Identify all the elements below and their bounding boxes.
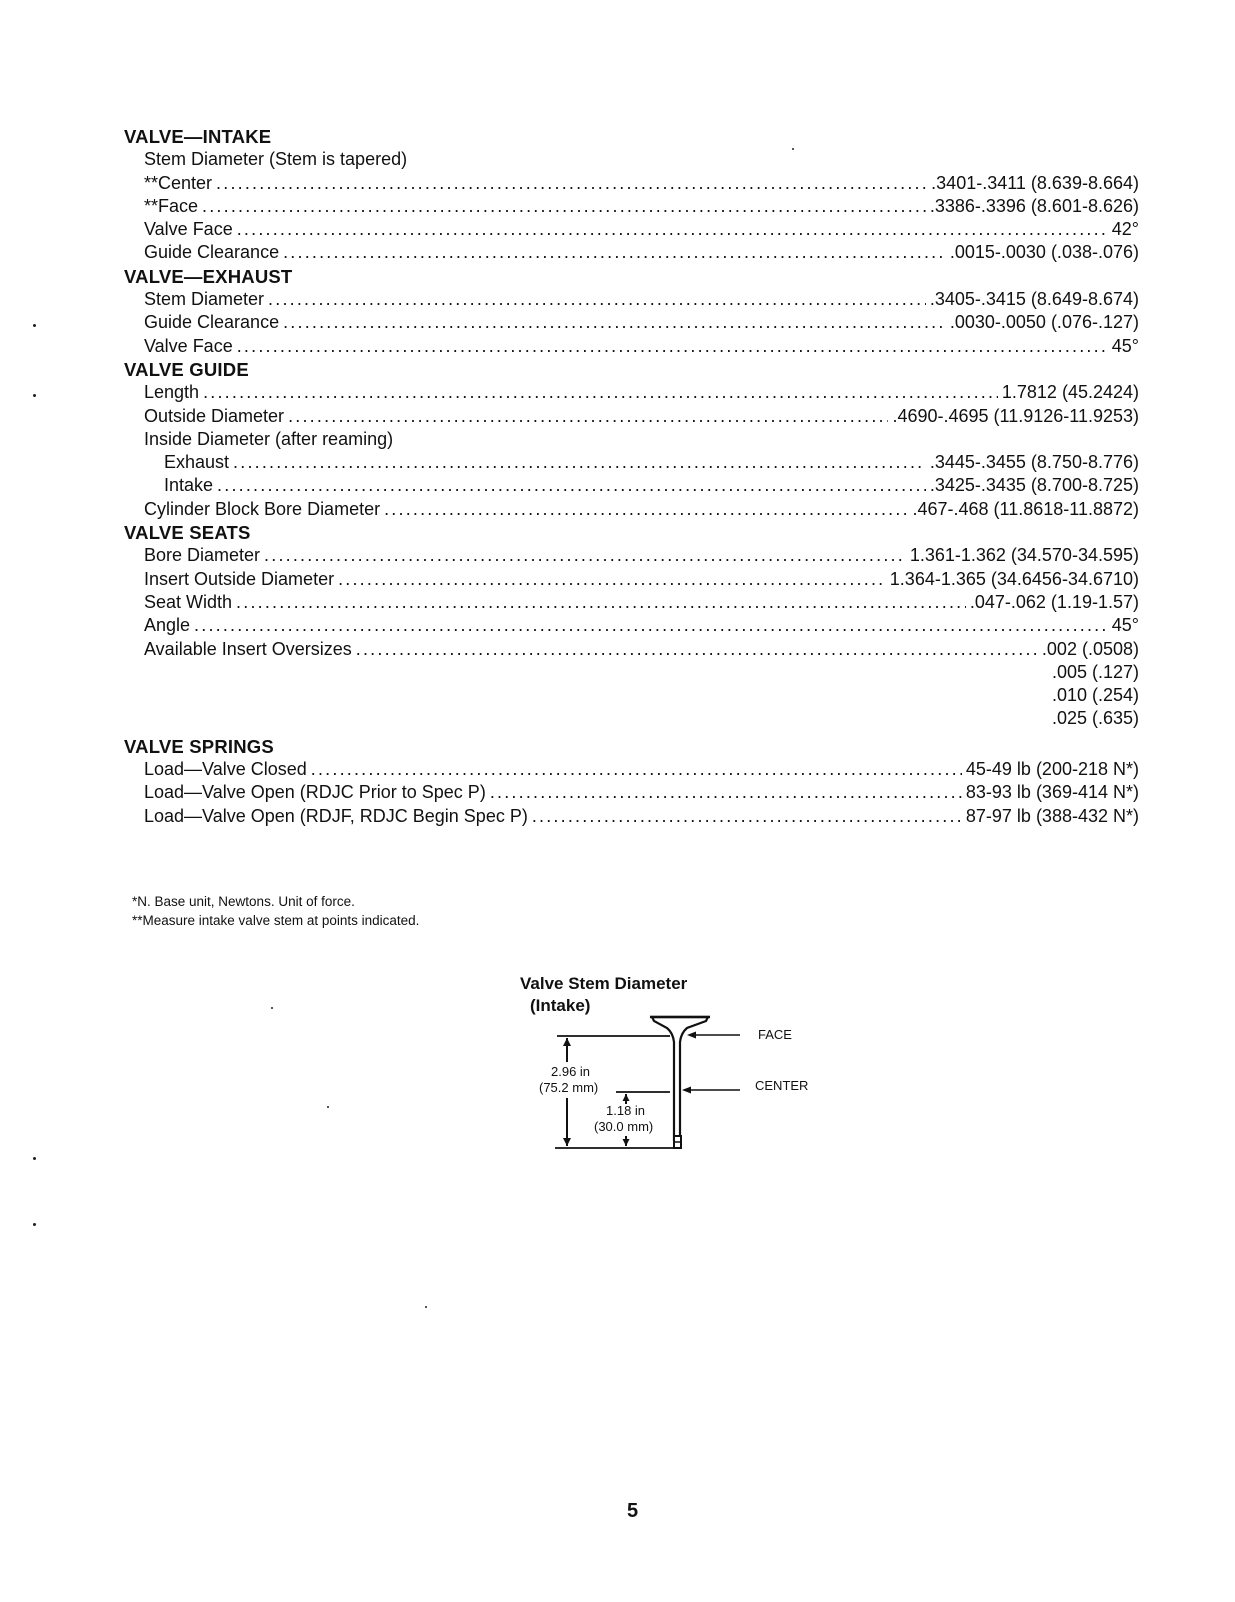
dot-leader bbox=[236, 591, 966, 614]
section-heading: VALVE GUIDE bbox=[124, 358, 249, 380]
diagram-title-line1: Valve Stem Diameter bbox=[520, 974, 688, 993]
section-heading: VALVE SPRINGS bbox=[124, 735, 274, 757]
dot-leader bbox=[311, 758, 962, 781]
spec-label: Stem Diameter bbox=[144, 289, 265, 310]
spec-value: .467-.468 (11.8618-11.8872) bbox=[912, 498, 1139, 519]
spec-value: .002 (.0508) bbox=[1041, 638, 1139, 659]
dot-leader bbox=[490, 781, 962, 804]
dot-leader bbox=[217, 474, 926, 497]
spec-label: Load—Valve Open (RDJC Prior to Spec P) bbox=[144, 782, 486, 803]
diagram-title-line2: (Intake) bbox=[530, 996, 591, 1015]
spec-row bbox=[124, 568, 1139, 591]
spec-label: Guide Clearance bbox=[144, 312, 280, 333]
scan-speck bbox=[33, 1157, 36, 1160]
dot-leader bbox=[283, 311, 946, 334]
spec-row bbox=[124, 758, 1139, 781]
dot-leader bbox=[264, 544, 906, 567]
spec-row bbox=[124, 335, 1139, 358]
center-arrow-head bbox=[682, 1087, 691, 1094]
spec-value: 45-49 lb (200-218 N*) bbox=[965, 759, 1139, 780]
diagram-title bbox=[520, 973, 687, 1017]
spec-value: .0015-.0030 (.038-.076) bbox=[949, 242, 1139, 263]
spec-value: .4690-.4695 (11.9126-11.9253) bbox=[892, 405, 1139, 426]
spec-label: Exhaust bbox=[164, 452, 230, 473]
footnote-newtons: *N. Base unit, Newtons. Unit of force. bbox=[132, 894, 355, 909]
dot-leader bbox=[216, 172, 927, 195]
spec-value-extra: .005 (.127) bbox=[1051, 661, 1139, 682]
spec-label: Outside Diameter bbox=[144, 405, 285, 426]
spec-row bbox=[124, 638, 1139, 661]
spec-label: Insert Outside Diameter bbox=[144, 568, 335, 589]
scan-speck bbox=[327, 1106, 329, 1108]
dot-leader bbox=[338, 568, 886, 591]
spec-row bbox=[124, 451, 1139, 474]
footnote-measure: **Measure intake valve stem at points indicated. bbox=[132, 913, 420, 928]
valve-stem-diagram bbox=[520, 1012, 840, 1157]
spec-value: .3445-.3455 (8.750-8.776) bbox=[929, 452, 1139, 473]
spec-row bbox=[124, 381, 1139, 404]
dim-center-in: 1.18 in bbox=[606, 1103, 646, 1118]
dot-leader bbox=[384, 498, 908, 521]
center-label: CENTER bbox=[755, 1078, 809, 1093]
footnotes bbox=[132, 892, 419, 930]
spec-row bbox=[124, 474, 1139, 497]
spec-label: Seat Width bbox=[144, 591, 233, 612]
scan-speck bbox=[792, 148, 794, 150]
spec-row bbox=[124, 288, 1139, 311]
spec-row bbox=[124, 148, 1139, 171]
spec-value: .3401-.3411 (8.639-8.664) bbox=[931, 172, 1139, 193]
spec-row bbox=[124, 172, 1139, 195]
scan-speck bbox=[33, 324, 36, 327]
dot-leader bbox=[237, 335, 1108, 358]
face-arrow-head bbox=[687, 1032, 696, 1039]
section-heading: VALVE SEATS bbox=[124, 522, 251, 544]
spec-label: **Face bbox=[144, 195, 199, 216]
spec-row bbox=[124, 544, 1139, 567]
spec-row bbox=[124, 805, 1139, 828]
spec-row bbox=[124, 405, 1139, 428]
scan-speck bbox=[425, 1306, 427, 1308]
spec-label: Valve Face bbox=[144, 335, 233, 356]
spec-label: Load—Valve Open (RDJF, RDJC Begin Spec P) bbox=[144, 805, 528, 826]
dot-leader bbox=[203, 381, 998, 404]
section-heading: VALVE—EXHAUST bbox=[124, 265, 293, 287]
dot-leader bbox=[356, 638, 1038, 661]
spec-value: .047-.062 (1.19-1.57) bbox=[969, 591, 1139, 612]
scan-speck bbox=[33, 394, 36, 397]
dot-leader bbox=[202, 195, 926, 218]
spec-value: 42° bbox=[1111, 219, 1139, 240]
spec-label: Stem Diameter (Stem is tapered) bbox=[144, 149, 408, 170]
section-heading: VALVE—INTAKE bbox=[124, 126, 272, 147]
spec-label: Guide Clearance bbox=[144, 242, 280, 263]
dot-leader bbox=[233, 451, 926, 474]
dot-leader bbox=[283, 241, 946, 264]
spec-row bbox=[124, 311, 1139, 334]
spec-row bbox=[124, 614, 1139, 637]
spec-value: 1.364-1.365 (34.6456-34.6710) bbox=[889, 568, 1139, 589]
scan-speck bbox=[271, 1007, 273, 1009]
spec-label: Load—Valve Closed bbox=[144, 759, 307, 780]
dim-center-mm: (30.0 mm) bbox=[594, 1119, 654, 1134]
spec-list bbox=[124, 125, 1139, 828]
spec-label: **Center bbox=[144, 172, 213, 193]
dot-leader bbox=[237, 218, 1108, 241]
dot-leader bbox=[268, 288, 926, 311]
spec-value-extra: .025 (.635) bbox=[1051, 708, 1139, 729]
dot-leader bbox=[532, 805, 962, 828]
spec-row bbox=[124, 591, 1139, 614]
spec-label: Available Insert Oversizes bbox=[144, 638, 352, 659]
spec-row bbox=[124, 428, 1139, 451]
spec-value: .3386-.3396 (8.601-8.626) bbox=[929, 195, 1139, 216]
spec-row bbox=[124, 781, 1139, 804]
spec-row bbox=[124, 241, 1139, 264]
spec-value: 83-93 lb (369-414 N*) bbox=[965, 782, 1139, 803]
spec-value-extra: .010 (.254) bbox=[1051, 685, 1139, 706]
spec-label: Angle bbox=[144, 615, 191, 636]
spec-value: .3405-.3415 (8.649-8.674) bbox=[929, 289, 1139, 310]
face-label: FACE bbox=[758, 1027, 792, 1042]
spec-value: .3425-.3435 (8.700-8.725) bbox=[929, 475, 1139, 496]
spec-label: Cylinder Block Bore Diameter bbox=[144, 498, 381, 519]
spec-row bbox=[124, 195, 1139, 218]
spec-label: Valve Face bbox=[144, 219, 233, 240]
spec-value: 45° bbox=[1111, 615, 1139, 636]
scan-speck bbox=[33, 1223, 36, 1226]
dot-leader bbox=[288, 405, 888, 428]
dim-total-in: 2.96 in bbox=[551, 1064, 591, 1079]
spec-label: Inside Diameter (after reaming) bbox=[144, 428, 394, 449]
spec-value: .0030-.0050 (.076-.127) bbox=[949, 312, 1139, 333]
spec-label: Length bbox=[144, 382, 200, 403]
dim-total-mm: (75.2 mm) bbox=[539, 1080, 599, 1095]
spec-value: 1.361-1.362 (34.570-34.595) bbox=[909, 545, 1139, 566]
dot-leader bbox=[194, 614, 1108, 637]
spec-label: Intake bbox=[164, 475, 214, 496]
spec-label: Bore Diameter bbox=[144, 545, 261, 566]
spec-row bbox=[124, 498, 1139, 521]
spec-row bbox=[124, 218, 1139, 241]
page-number: 5 bbox=[626, 1500, 639, 1522]
spec-value: 1.7812 (45.2424) bbox=[1001, 382, 1139, 403]
spec-value: 87-97 lb (388-432 N*) bbox=[965, 805, 1139, 826]
spec-value: 45° bbox=[1111, 335, 1139, 356]
